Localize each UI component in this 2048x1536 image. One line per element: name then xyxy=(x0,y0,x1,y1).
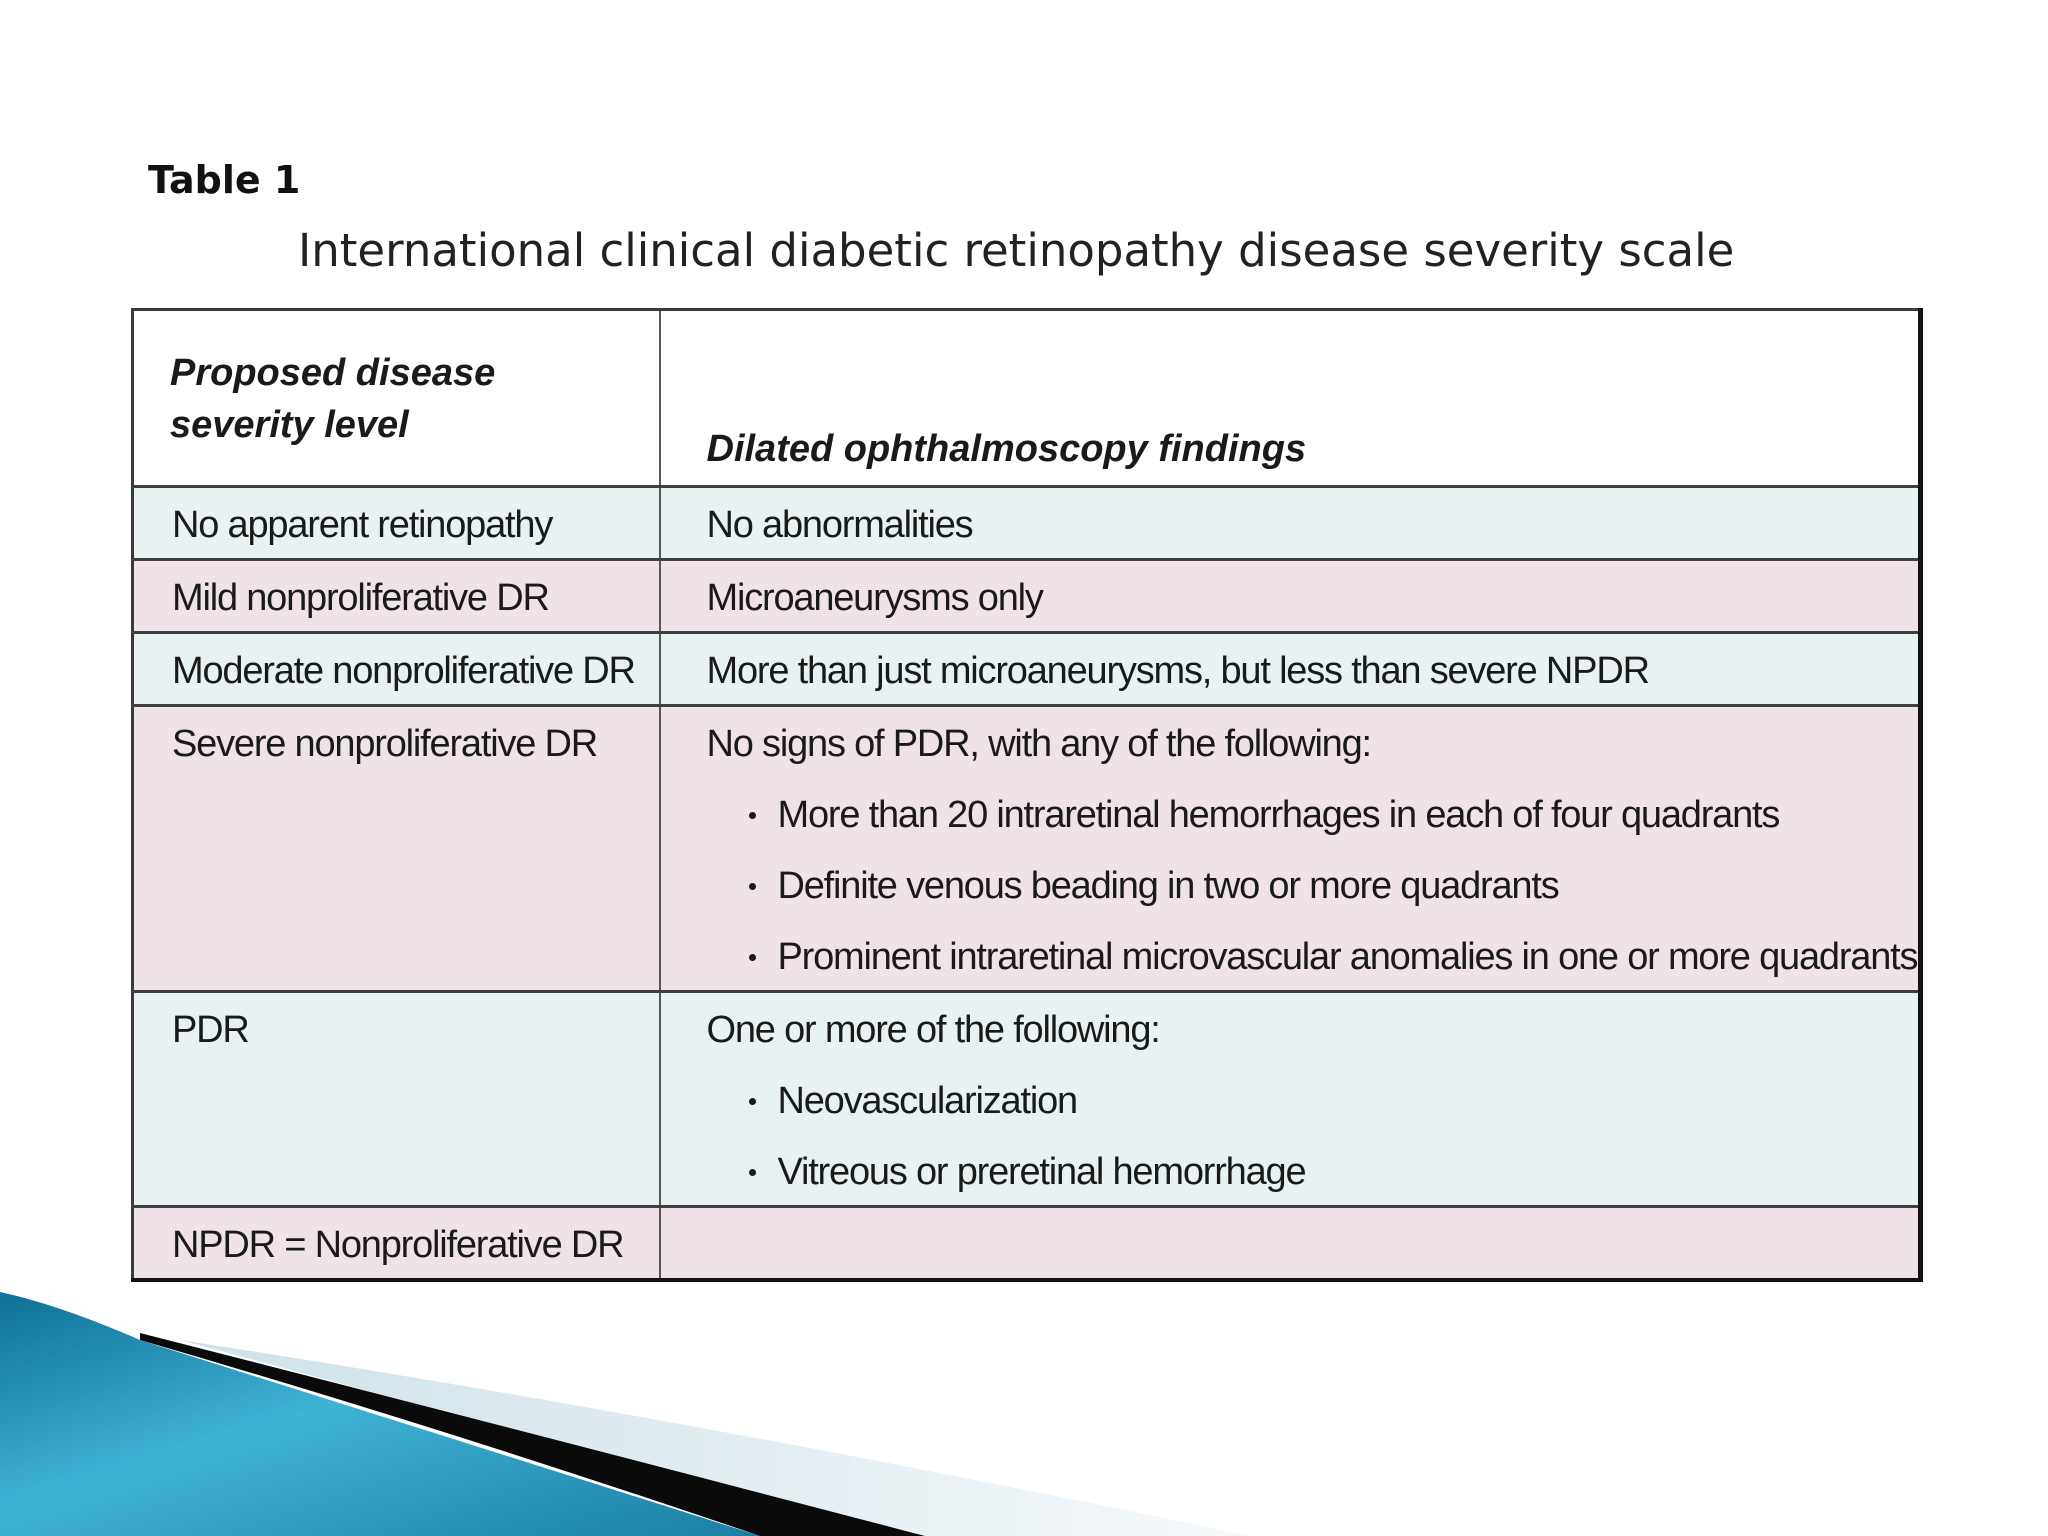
header-severity-level-line1: Proposed disease xyxy=(170,352,496,394)
finding-bullet-text: Vitreous or preretinal hemorrhage xyxy=(777,1151,1306,1193)
finding-text: One or more of the following: xyxy=(706,1009,1160,1051)
severity-level-cell: NPDR = Nonproliferative DR xyxy=(133,1207,660,1281)
severity-level-cell: Severe nonproliferative DR xyxy=(133,706,660,992)
finding-bullet-text: Neovascularization xyxy=(777,1080,1077,1122)
finding-bullet-text: Definite venous beading in two or more quadrants xyxy=(777,865,1559,907)
finding-cell: More than just microaneurysms, but less than severe NPDR xyxy=(660,633,1921,706)
header-severity-level-line2: severity level xyxy=(170,404,409,446)
severity-level-cell: Moderate nonproliferative DR xyxy=(133,633,660,706)
header-findings: Dilated ophthalmoscopy findings xyxy=(660,310,1921,487)
swoosh-blue-band xyxy=(0,1292,760,1536)
table-label: Table 1 xyxy=(148,158,301,202)
finding-text: No signs of PDR, with any of the following: xyxy=(706,723,1371,765)
finding-bullet-text: More than 20 intraretinal hemorrhages in each of four quadrants xyxy=(777,794,1780,836)
severity-level-cell: PDR xyxy=(133,992,660,1207)
finding-cell: Microaneurysms only xyxy=(660,560,1921,633)
severity-level-cell: No apparent retinopathy xyxy=(133,487,660,560)
finding-cell: No abnormalities xyxy=(660,487,1921,560)
severity-level-cell: Mild nonproliferative DR xyxy=(133,560,660,633)
table-title: International clinical diabetic retinopathy disease severity scale xyxy=(298,224,1735,277)
finding-bullet-text: Prominent intraretinal microvascular anomalies in one or more quadrants xyxy=(777,936,1918,978)
